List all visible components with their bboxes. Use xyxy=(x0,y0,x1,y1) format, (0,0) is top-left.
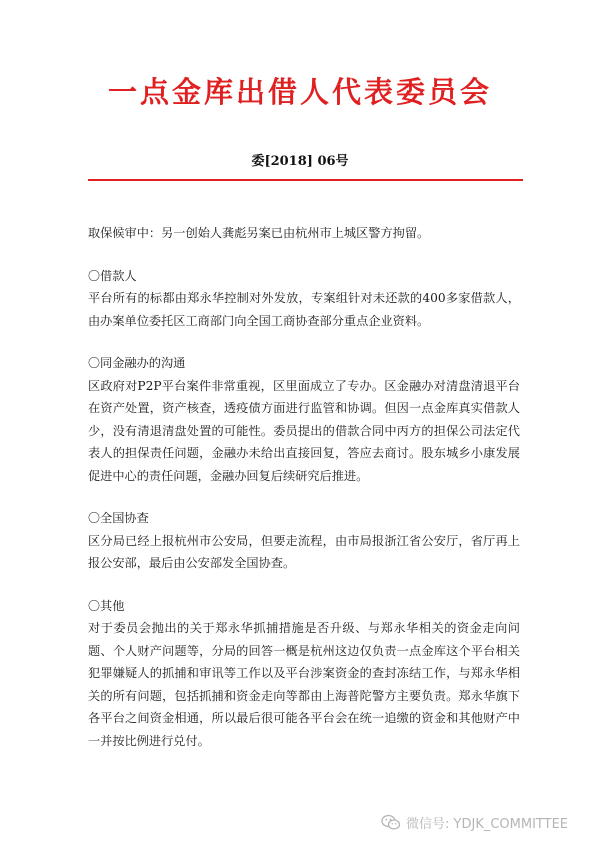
section-heading xyxy=(88,265,520,288)
red-divider xyxy=(88,179,523,181)
section-heading xyxy=(88,507,520,530)
section-heading xyxy=(88,595,520,618)
section-heading-label: 同金融办的沟通 xyxy=(100,356,186,370)
circle-marker-icon: 〇 xyxy=(88,268,101,283)
section-national-investigation xyxy=(88,507,520,575)
section-heading-label: 全国协查 xyxy=(100,511,149,525)
circle-marker-icon: 〇 xyxy=(88,598,101,613)
section-heading-label: 借款人 xyxy=(100,268,137,283)
wechat-watermark xyxy=(381,813,568,832)
section-body: 区分局已经上报杭州市公安局，但要走流程，由市局报浙江省公安厅，省厅再上报公安部，最后由公安部发全国协查。 xyxy=(88,533,520,570)
circle-marker-icon: 〇 xyxy=(88,511,101,525)
section-financial-office xyxy=(88,352,520,487)
section-body: 对于委员会抛出的关于郑永华抓捕措施是否升级、与郑永华相关的资金走向问题、个人财产问题等，分局的回答一概是杭州这边仅负责一点金库这个平台相关犯罪嫌疑人的抓捕和审讯等工作以及平台涉案资金的查封冻结工作，与郑永华相关的所有问题，包括抓捕和资金走向等都由上海普陀警方主要负责。郑永华旗下各平台之间资金相通，所以最后很可能各平台会在统一追缴的资金和其他财产中一并按比例进行兑付。 xyxy=(88,621,520,748)
section-heading xyxy=(88,352,520,375)
section-borrowers xyxy=(88,265,520,333)
wechat-id: 微信号: YDJK_COMMITTEE xyxy=(406,817,568,832)
section-heading-label: 其他 xyxy=(100,598,125,613)
document-number: 委[2018] 06号 xyxy=(251,154,349,169)
document-title: 一点金库出借人代表委员会 xyxy=(107,75,492,109)
section-other xyxy=(88,595,520,753)
section-body: 区政府对P2P平台案件非常重视，区里面成立了专办。区金融办对清盘清退平台在资产处置，资产核查，透疫债方面进行监管和协调。但因一点金库真实借款人少，没有清退清盘处置的可能性。委员提出的借款合同中丙方的担保公司法定代表人的担保责任问题，金融办未给出直接回复，答应去商讨。股东城乡小康发展促进中心的责任问题，金融办回复后续研究后推进。 xyxy=(88,378,520,483)
circle-marker-icon: 〇 xyxy=(88,356,101,370)
wechat-icon xyxy=(381,814,401,831)
lead-paragraph: 取保候审中：另一创始人龚彪另案已由杭州市上城区警方拘留。 xyxy=(88,226,430,240)
document-body xyxy=(88,222,520,752)
section-body: 平台所有的标都由郑永华控制对外发放，专案组针对未还款的400多家借款人，由办案单位委托区工商部门向全国工商协查部分重点企业资料。 xyxy=(88,291,520,328)
